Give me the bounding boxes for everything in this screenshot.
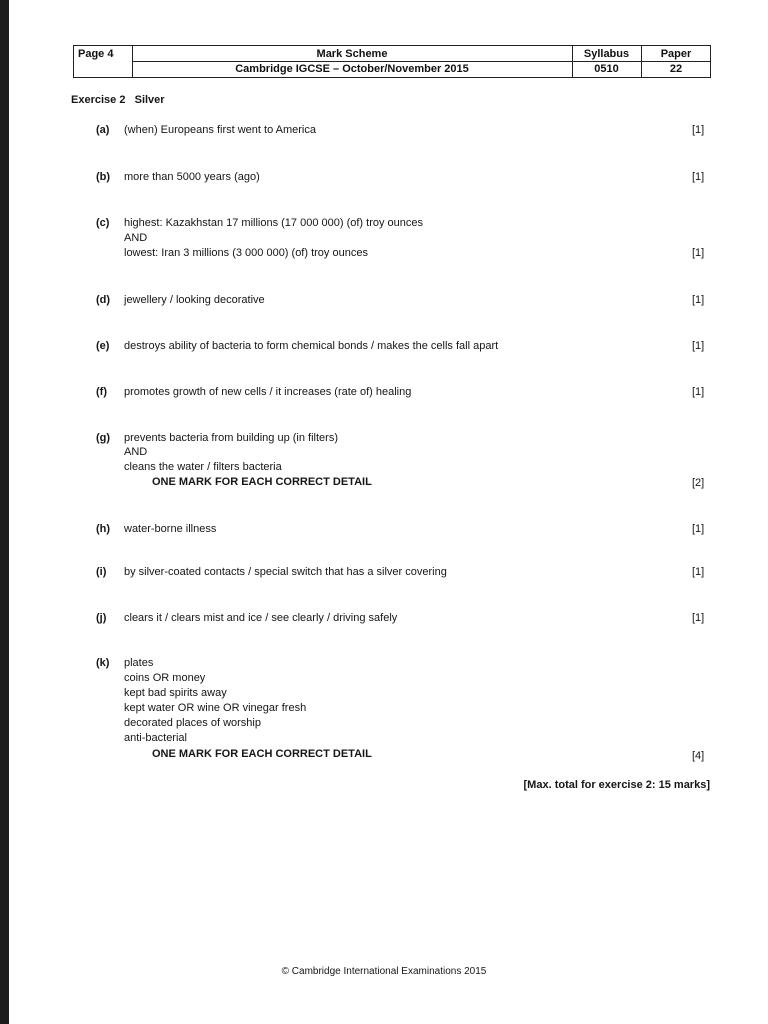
syllabus-heading: Syllabus [583,48,630,60]
question-label: (a) [96,124,110,136]
mark-allocation: [1] [692,247,705,259]
exam-session: Cambridge IGCSE – October/November 2015 [235,63,469,75]
question-label: (f) [96,386,107,398]
header-table [73,45,711,78]
paper-number: 22 [669,63,683,75]
copyright-footer: © Cambridge International Examinations 2015 [281,966,487,977]
mark-allocation: [1] [692,171,705,183]
answer-text: promotes growth of new cells / it increases (rate of) healing [124,386,412,398]
exercise-title: Exercise 2 Silver [71,94,165,106]
mark-allocation: [1] [692,386,705,398]
answer-connector: AND [124,446,148,458]
answer-text: more than 5000 years (ago) [124,171,260,183]
mark-allocation: [4] [692,750,705,762]
question-label: (c) [96,217,110,229]
scan-left-edge [0,0,9,1024]
question-label: (h) [96,523,111,535]
answer-text: clears it / clears mist and ice / see clearly / driving safely [124,612,398,624]
syllabus-code: 0510 [594,63,619,75]
question-label: (g) [96,432,111,444]
answer-text: kept bad spirits away [124,687,227,699]
question-label: (e) [96,340,110,352]
answer-text: coins OR money [124,672,206,684]
question-label: (j) [96,612,107,624]
question-label: (k) [96,657,110,669]
answer-text: highest: Kazakhstan 17 millions (17 000 000) (of) troy ounces [124,217,423,229]
answer-text: destroys ability of bacteria to form chemical bonds / makes the cells fall apart [124,340,499,352]
answer-text: kept water OR wine OR vinegar fresh [124,702,307,714]
answer-text: plates [124,657,154,669]
answer-text: anti-bacterial [124,732,187,744]
question-label: (i) [96,566,107,578]
mark-allocation: [1] [692,294,705,306]
mark-allocation: [1] [692,124,705,136]
marking-note: ONE MARK FOR EACH CORRECT DETAIL [152,748,372,760]
mark-allocation: [2] [692,477,705,489]
question-label: (b) [96,171,111,183]
marking-note: ONE MARK FOR EACH CORRECT DETAIL [152,476,372,488]
answer-text: cleans the water / filters bacteria [124,461,282,473]
answer-text: water-borne illness [124,523,217,535]
exercise-total: [Max. total for exercise 2: 15 marks] [523,779,710,791]
mark-allocation: [1] [692,340,705,352]
answer-connector: AND [124,232,148,244]
mark-allocation: [1] [692,523,705,535]
paper-heading: Paper [660,48,692,60]
answer-text: lowest: Iran 3 millions (3 000 000) (of) troy ounces [124,247,368,259]
mark-allocation: [1] [692,612,705,624]
answer-text: (when) Europeans first went to America [124,124,316,136]
mark-allocation: [1] [692,566,705,578]
question-label: (d) [96,294,111,306]
answer-text: jewellery / looking decorative [124,294,265,306]
answer-text: prevents bacteria from building up (in filters) [124,432,338,444]
answer-text: decorated places of worship [124,717,261,729]
page-number: Page 4 [78,48,114,60]
mark-scheme-title: Mark Scheme [316,48,388,60]
answer-text: by silver-coated contacts / special switch that has a silver covering [124,566,447,578]
